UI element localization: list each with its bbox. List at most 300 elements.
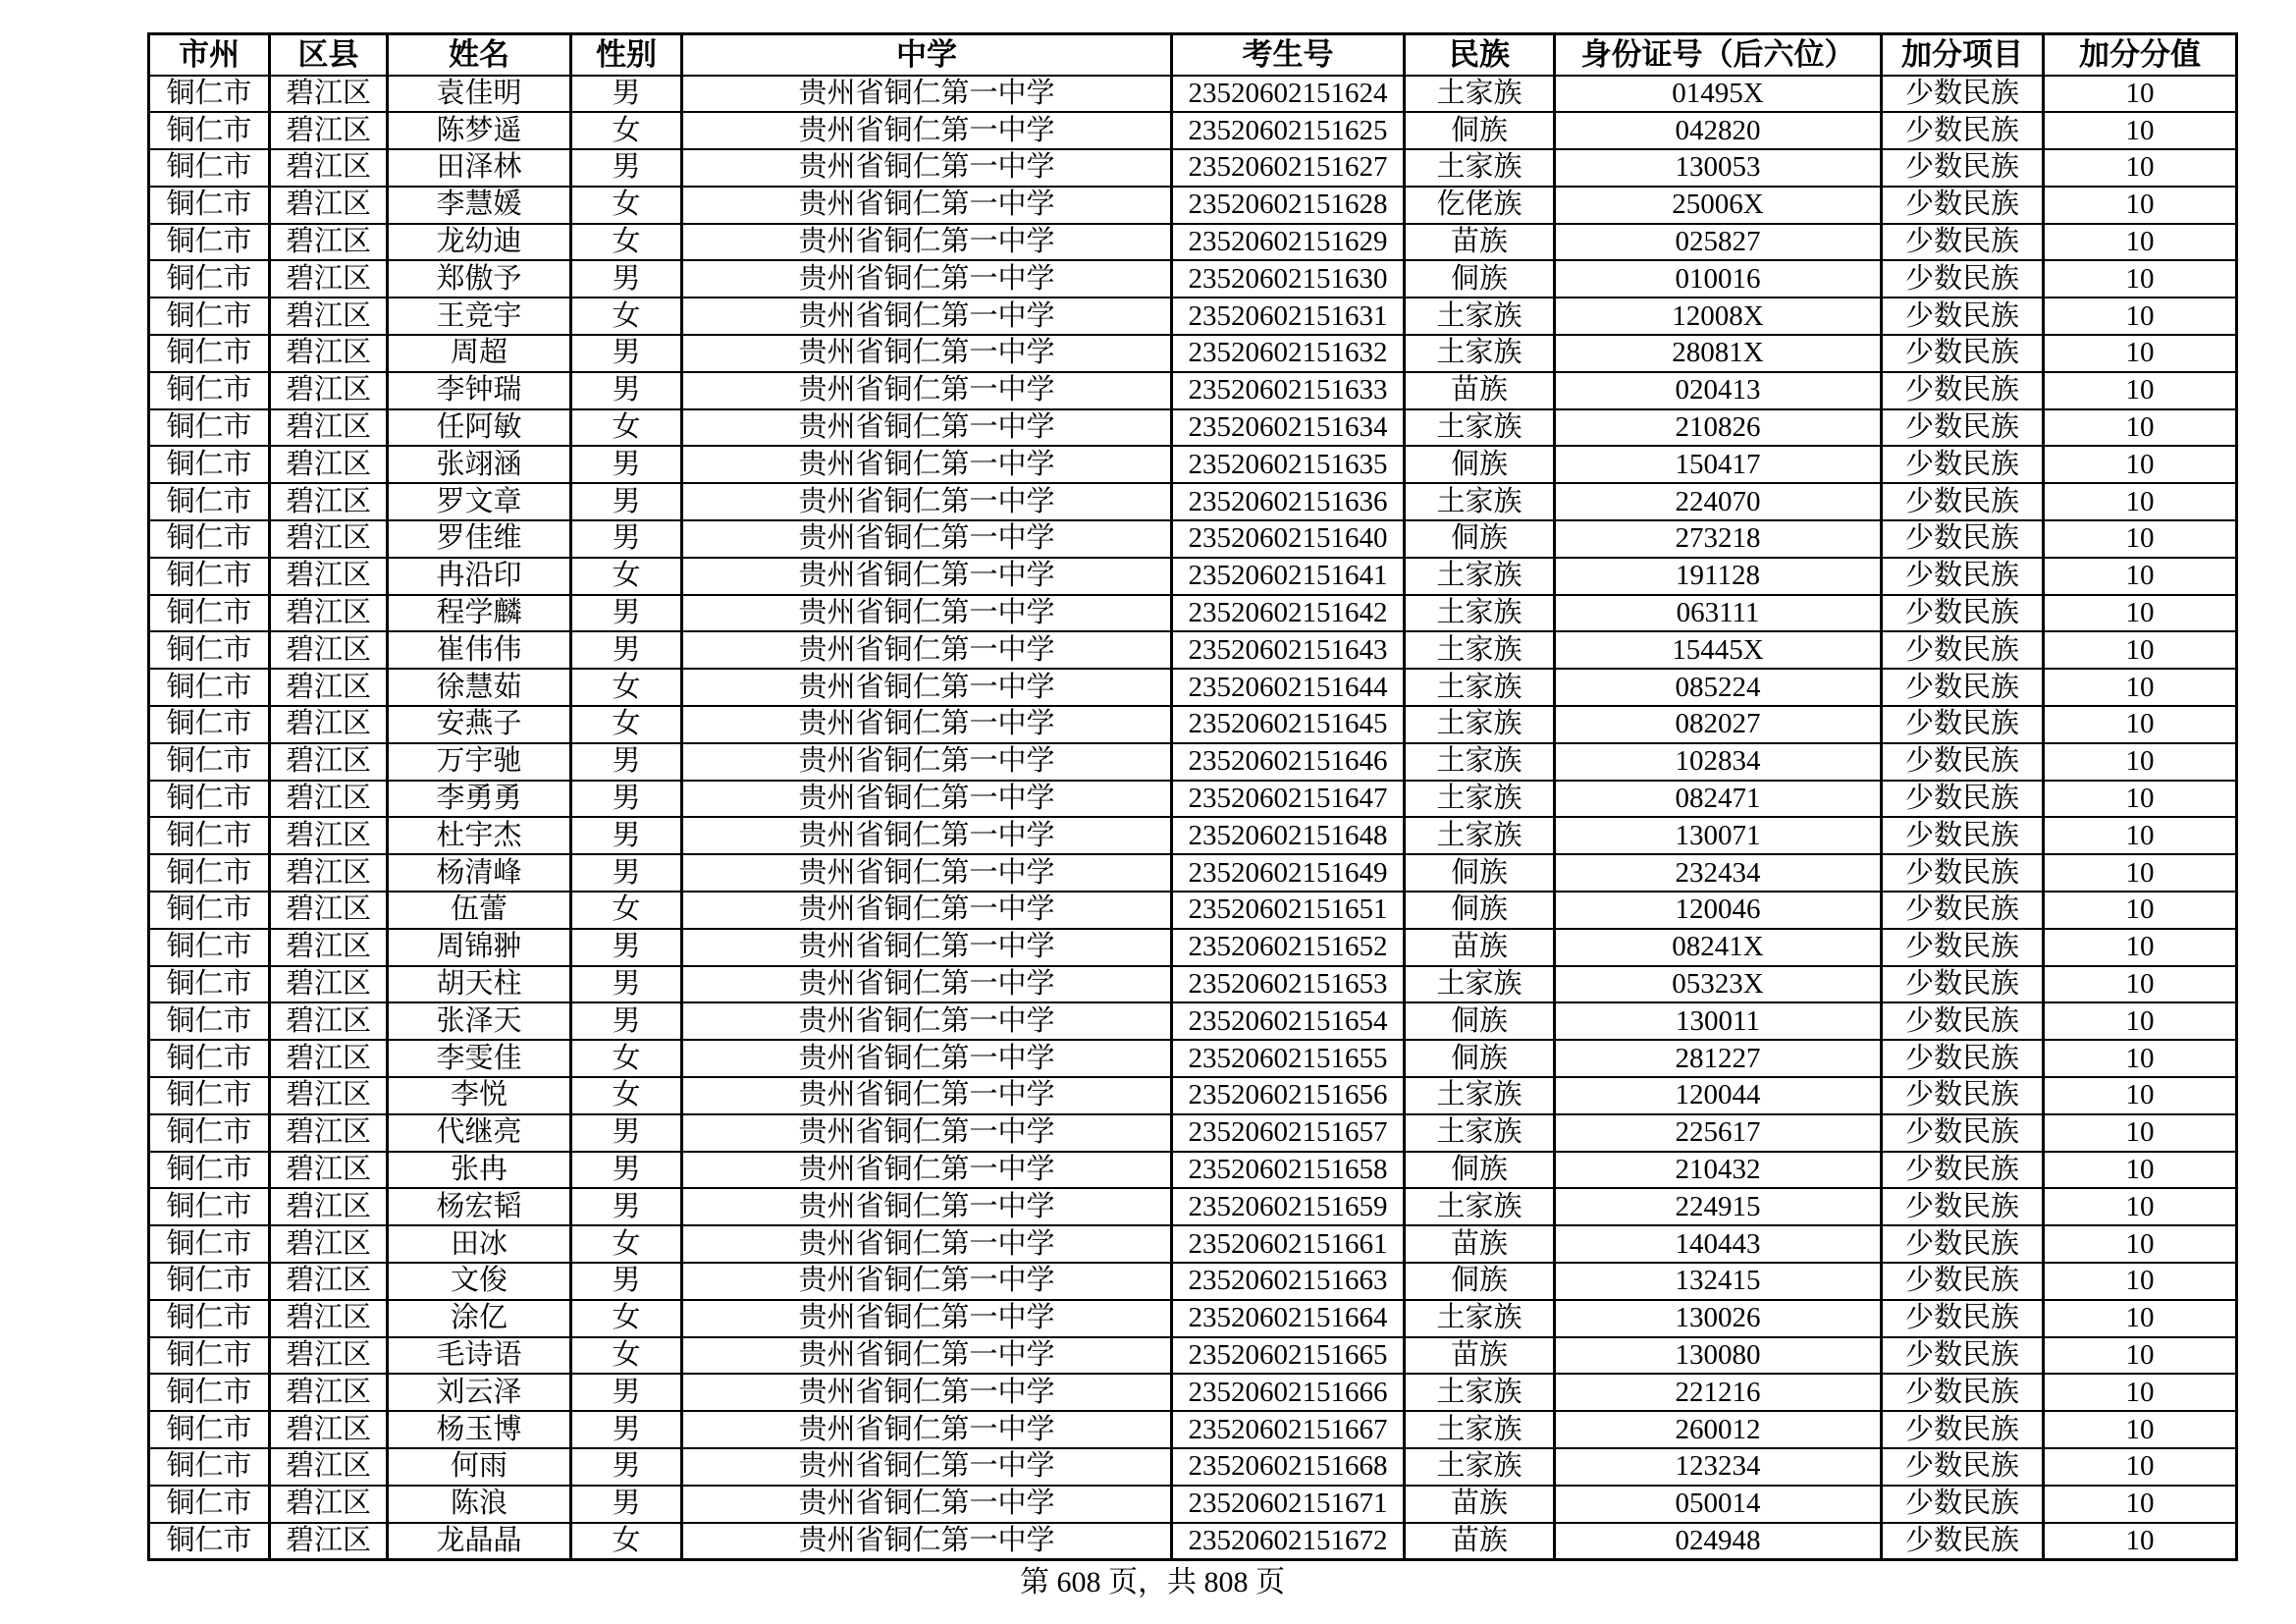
cell-gender: 男 [571, 1188, 682, 1225]
table-row [149, 854, 2237, 892]
cell-name: 文俊 [388, 1263, 571, 1300]
cell-district: 碧江区 [270, 1002, 388, 1040]
cell-ethnicity: 土家族 [1405, 1448, 1555, 1486]
cell-city: 铜仁市 [149, 149, 270, 187]
cell-district: 碧江区 [270, 446, 388, 483]
cell-id-last-six: 130080 [1555, 1337, 1882, 1375]
table-row [149, 1337, 2237, 1375]
cell-bonus-score: 10 [2044, 1337, 2237, 1375]
table-row [149, 558, 2237, 595]
cell-city: 铜仁市 [149, 966, 270, 1003]
cell-id-last-six: 281227 [1555, 1040, 1882, 1077]
cell-exam-number: 23520602151649 [1172, 854, 1405, 892]
cell-city: 铜仁市 [149, 1300, 270, 1337]
table-header [149, 34, 2237, 76]
cell-city: 铜仁市 [149, 187, 270, 224]
cell-district: 碧江区 [270, 224, 388, 261]
cell-name: 周锦翀 [388, 929, 571, 966]
table-row [149, 1114, 2237, 1152]
cell-bonus-score: 10 [2044, 335, 2237, 372]
cell-gender: 男 [571, 1486, 682, 1523]
cell-gender: 女 [571, 706, 682, 743]
cell-city: 铜仁市 [149, 1040, 270, 1077]
cell-ethnicity: 土家族 [1405, 631, 1555, 669]
cell-id-last-six: 102834 [1555, 743, 1882, 781]
table-row [149, 149, 2237, 187]
cell-bonus-score: 10 [2044, 1114, 2237, 1152]
table-row [149, 483, 2237, 520]
table-row [149, 446, 2237, 483]
cell-exam-number: 23520602151655 [1172, 1040, 1405, 1077]
cell-ethnicity: 侗族 [1405, 260, 1555, 298]
cell-school: 贵州省铜仁第一中学 [682, 817, 1172, 854]
cell-bonus-score: 10 [2044, 1448, 2237, 1486]
cell-gender: 男 [571, 372, 682, 409]
cell-bonus-item: 少数民族 [1882, 1114, 2044, 1152]
cell-id-last-six: 210432 [1555, 1152, 1882, 1189]
cell-district: 碧江区 [270, 631, 388, 669]
cell-gender: 女 [571, 1523, 682, 1560]
cell-ethnicity: 侗族 [1405, 1263, 1555, 1300]
cell-ethnicity: 土家族 [1405, 558, 1555, 595]
table-row [149, 298, 2237, 335]
cell-name: 罗文章 [388, 483, 571, 520]
table-row [149, 1411, 2237, 1448]
cell-gender: 女 [571, 112, 682, 149]
cell-school: 贵州省铜仁第一中学 [682, 1337, 1172, 1375]
cell-gender: 女 [571, 224, 682, 261]
cell-city: 铜仁市 [149, 483, 270, 520]
cell-school: 贵州省铜仁第一中学 [682, 1374, 1172, 1411]
cell-school: 贵州省铜仁第一中学 [682, 372, 1172, 409]
cell-id-last-six: 120044 [1555, 1077, 1882, 1114]
cell-gender: 女 [571, 1040, 682, 1077]
cell-bonus-score: 10 [2044, 1152, 2237, 1189]
cell-exam-number: 23520602151630 [1172, 260, 1405, 298]
cell-bonus-score: 10 [2044, 1263, 2237, 1300]
cell-ethnicity: 苗族 [1405, 1486, 1555, 1523]
cell-ethnicity: 土家族 [1405, 706, 1555, 743]
cell-name: 龙晶晶 [388, 1523, 571, 1560]
cell-gender: 男 [571, 260, 682, 298]
table-row [149, 929, 2237, 966]
cell-bonus-item: 少数民族 [1882, 1411, 2044, 1448]
header-bonus-score: 加分分值 [2044, 34, 2237, 76]
header-exam-number: 考生号 [1172, 34, 1405, 76]
cell-school: 贵州省铜仁第一中学 [682, 929, 1172, 966]
cell-gender: 女 [571, 1077, 682, 1114]
table-row [149, 669, 2237, 706]
cell-name: 张泽天 [388, 1002, 571, 1040]
table-row [149, 409, 2237, 447]
cell-id-last-six: 232434 [1555, 854, 1882, 892]
cell-gender: 男 [571, 76, 682, 113]
cell-bonus-score: 10 [2044, 1077, 2237, 1114]
cell-district: 碧江区 [270, 149, 388, 187]
cell-bonus-item: 少数民族 [1882, 409, 2044, 447]
cell-id-last-six: 25006X [1555, 187, 1882, 224]
cell-school: 贵州省铜仁第一中学 [682, 892, 1172, 929]
cell-bonus-item: 少数民族 [1882, 1337, 2044, 1375]
cell-ethnicity: 土家族 [1405, 483, 1555, 520]
cell-exam-number: 23520602151629 [1172, 224, 1405, 261]
cell-exam-number: 23520602151634 [1172, 409, 1405, 447]
table-row [149, 1486, 2237, 1523]
cell-ethnicity: 土家族 [1405, 595, 1555, 632]
cell-gender: 男 [571, 1152, 682, 1189]
table-row [149, 1374, 2237, 1411]
cell-name: 李悦 [388, 1077, 571, 1114]
cell-bonus-item: 少数民族 [1882, 1002, 2044, 1040]
header-school: 中学 [682, 34, 1172, 76]
cell-school: 贵州省铜仁第一中学 [682, 446, 1172, 483]
cell-bonus-score: 10 [2044, 966, 2237, 1003]
cell-bonus-score: 10 [2044, 409, 2237, 447]
cell-city: 铜仁市 [149, 1077, 270, 1114]
cell-bonus-score: 10 [2044, 817, 2237, 854]
cell-ethnicity: 土家族 [1405, 1374, 1555, 1411]
cell-ethnicity: 侗族 [1405, 520, 1555, 558]
table-row [149, 372, 2237, 409]
cell-id-last-six: 140443 [1555, 1225, 1882, 1263]
cell-name: 毛诗语 [388, 1337, 571, 1375]
cell-city: 铜仁市 [149, 1486, 270, 1523]
cell-school: 贵州省铜仁第一中学 [682, 224, 1172, 261]
cell-name: 杨玉博 [388, 1411, 571, 1448]
cell-ethnicity: 仡佬族 [1405, 187, 1555, 224]
cell-city: 铜仁市 [149, 929, 270, 966]
cell-ethnicity: 土家族 [1405, 298, 1555, 335]
cell-ethnicity: 土家族 [1405, 1188, 1555, 1225]
header-id-last-six: 身份证号（后六位） [1555, 34, 1882, 76]
cell-name: 安燕子 [388, 706, 571, 743]
cell-id-last-six: 01495X [1555, 76, 1882, 113]
cell-exam-number: 23520602151632 [1172, 335, 1405, 372]
cell-gender: 男 [571, 1263, 682, 1300]
cell-ethnicity: 侗族 [1405, 1040, 1555, 1077]
cell-city: 铜仁市 [149, 335, 270, 372]
cell-city: 铜仁市 [149, 1152, 270, 1189]
cell-school: 贵州省铜仁第一中学 [682, 149, 1172, 187]
cell-bonus-item: 少数民族 [1882, 1448, 2044, 1486]
cell-name: 袁佳明 [388, 76, 571, 113]
cell-school: 贵州省铜仁第一中学 [682, 1188, 1172, 1225]
cell-gender: 男 [571, 743, 682, 781]
cell-name: 万宇驰 [388, 743, 571, 781]
cell-ethnicity: 土家族 [1405, 1114, 1555, 1152]
cell-district: 碧江区 [270, 1337, 388, 1375]
cell-exam-number: 23520602151635 [1172, 446, 1405, 483]
cell-id-last-six: 130071 [1555, 817, 1882, 854]
cell-bonus-score: 10 [2044, 187, 2237, 224]
cell-name: 冉沿印 [388, 558, 571, 595]
cell-district: 碧江区 [270, 372, 388, 409]
cell-bonus-item: 少数民族 [1882, 743, 2044, 781]
cell-id-last-six: 260012 [1555, 1411, 1882, 1448]
cell-district: 碧江区 [270, 187, 388, 224]
cell-district: 碧江区 [270, 409, 388, 447]
cell-name: 李雯佳 [388, 1040, 571, 1077]
cell-district: 碧江区 [270, 966, 388, 1003]
cell-school: 贵州省铜仁第一中学 [682, 1114, 1172, 1152]
cell-ethnicity: 侗族 [1405, 446, 1555, 483]
cell-bonus-score: 10 [2044, 929, 2237, 966]
cell-school: 贵州省铜仁第一中学 [682, 260, 1172, 298]
cell-city: 铜仁市 [149, 446, 270, 483]
cell-id-last-six: 130026 [1555, 1300, 1882, 1337]
cell-bonus-score: 10 [2044, 112, 2237, 149]
cell-district: 碧江区 [270, 520, 388, 558]
cell-school: 贵州省铜仁第一中学 [682, 1002, 1172, 1040]
cell-city: 铜仁市 [149, 743, 270, 781]
cell-gender: 男 [571, 1411, 682, 1448]
cell-id-last-six: 130053 [1555, 149, 1882, 187]
cell-school: 贵州省铜仁第一中学 [682, 298, 1172, 335]
cell-bonus-score: 10 [2044, 372, 2237, 409]
cell-bonus-item: 少数民族 [1882, 112, 2044, 149]
cell-district: 碧江区 [270, 1263, 388, 1300]
cell-bonus-item: 少数民族 [1882, 929, 2044, 966]
cell-id-last-six: 225617 [1555, 1114, 1882, 1152]
table-row [149, 1523, 2237, 1560]
cell-ethnicity: 侗族 [1405, 1002, 1555, 1040]
cell-bonus-score: 10 [2044, 1188, 2237, 1225]
cell-name: 田泽林 [388, 149, 571, 187]
cell-ethnicity: 土家族 [1405, 149, 1555, 187]
header-row [149, 34, 2237, 76]
cell-ethnicity: 侗族 [1405, 112, 1555, 149]
cell-exam-number: 23520602151665 [1172, 1337, 1405, 1375]
cell-bonus-score: 10 [2044, 446, 2237, 483]
cell-city: 铜仁市 [149, 112, 270, 149]
cell-city: 铜仁市 [149, 372, 270, 409]
cell-district: 碧江区 [270, 1523, 388, 1560]
cell-ethnicity: 土家族 [1405, 1411, 1555, 1448]
cell-district: 碧江区 [270, 781, 388, 818]
cell-bonus-item: 少数民族 [1882, 854, 2044, 892]
table-row [149, 595, 2237, 632]
cell-district: 碧江区 [270, 854, 388, 892]
cell-district: 碧江区 [270, 112, 388, 149]
cell-ethnicity: 苗族 [1405, 372, 1555, 409]
cell-name: 崔伟伟 [388, 631, 571, 669]
cell-district: 碧江区 [270, 260, 388, 298]
cell-school: 贵州省铜仁第一中学 [682, 1152, 1172, 1189]
cell-gender: 男 [571, 781, 682, 818]
cell-ethnicity: 土家族 [1405, 409, 1555, 447]
cell-id-last-six: 224070 [1555, 483, 1882, 520]
cell-gender: 男 [571, 595, 682, 632]
cell-id-last-six: 210826 [1555, 409, 1882, 447]
cell-bonus-item: 少数民族 [1882, 706, 2044, 743]
cell-district: 碧江区 [270, 1077, 388, 1114]
cell-district: 碧江区 [270, 1114, 388, 1152]
cell-id-last-six: 08241X [1555, 929, 1882, 966]
cell-name: 杨宏韬 [388, 1188, 571, 1225]
cell-gender: 男 [571, 631, 682, 669]
cell-exam-number: 23520602151625 [1172, 112, 1405, 149]
cell-gender: 男 [571, 1448, 682, 1486]
cell-bonus-item: 少数民族 [1882, 483, 2044, 520]
cell-exam-number: 23520602151627 [1172, 149, 1405, 187]
cell-school: 贵州省铜仁第一中学 [682, 1448, 1172, 1486]
cell-ethnicity: 土家族 [1405, 1077, 1555, 1114]
cell-exam-number: 23520602151658 [1172, 1152, 1405, 1189]
cell-id-last-six: 082471 [1555, 781, 1882, 818]
cell-bonus-score: 10 [2044, 483, 2237, 520]
table-row [149, 1263, 2237, 1300]
cell-bonus-item: 少数民族 [1882, 224, 2044, 261]
cell-school: 贵州省铜仁第一中学 [682, 966, 1172, 1003]
cell-city: 铜仁市 [149, 631, 270, 669]
table-body [149, 76, 2237, 1560]
cell-bonus-item: 少数民族 [1882, 76, 2044, 113]
cell-bonus-score: 10 [2044, 1523, 2237, 1560]
cell-gender: 男 [571, 1374, 682, 1411]
table-row [149, 817, 2237, 854]
cell-bonus-item: 少数民族 [1882, 817, 2044, 854]
cell-school: 贵州省铜仁第一中学 [682, 1523, 1172, 1560]
cell-bonus-item: 少数民族 [1882, 446, 2044, 483]
cell-school: 贵州省铜仁第一中学 [682, 1077, 1172, 1114]
cell-gender: 男 [571, 854, 682, 892]
cell-name: 程学麟 [388, 595, 571, 632]
cell-gender: 男 [571, 929, 682, 966]
cell-id-last-six: 120046 [1555, 892, 1882, 929]
cell-district: 碧江区 [270, 892, 388, 929]
cell-id-last-six: 221216 [1555, 1374, 1882, 1411]
table-row [149, 1448, 2237, 1486]
cell-city: 铜仁市 [149, 1523, 270, 1560]
cell-id-last-six: 025827 [1555, 224, 1882, 261]
cell-bonus-score: 10 [2044, 669, 2237, 706]
table-row [149, 1188, 2237, 1225]
cell-ethnicity: 土家族 [1405, 817, 1555, 854]
cell-district: 碧江区 [270, 743, 388, 781]
header-district: 区县 [270, 34, 388, 76]
cell-id-last-six: 042820 [1555, 112, 1882, 149]
cell-school: 贵州省铜仁第一中学 [682, 854, 1172, 892]
cell-gender: 男 [571, 520, 682, 558]
cell-name: 杜宇杰 [388, 817, 571, 854]
cell-gender: 男 [571, 1114, 682, 1152]
cell-exam-number: 23520602151657 [1172, 1114, 1405, 1152]
cell-id-last-six: 020413 [1555, 372, 1882, 409]
header-name: 姓名 [388, 34, 571, 76]
cell-name: 李慧媛 [388, 187, 571, 224]
cell-gender: 女 [571, 298, 682, 335]
cell-name: 徐慧茹 [388, 669, 571, 706]
cell-school: 贵州省铜仁第一中学 [682, 1225, 1172, 1263]
cell-gender: 男 [571, 817, 682, 854]
cell-bonus-item: 少数民族 [1882, 631, 2044, 669]
cell-ethnicity: 土家族 [1405, 781, 1555, 818]
cell-name: 李勇勇 [388, 781, 571, 818]
cell-name: 陈梦遥 [388, 112, 571, 149]
cell-district: 碧江区 [270, 76, 388, 113]
cell-bonus-score: 10 [2044, 1374, 2237, 1411]
cell-name: 刘云泽 [388, 1374, 571, 1411]
cell-district: 碧江区 [270, 335, 388, 372]
cell-bonus-score: 10 [2044, 1040, 2237, 1077]
cell-bonus-item: 少数民族 [1882, 1374, 2044, 1411]
cell-bonus-item: 少数民族 [1882, 1300, 2044, 1337]
cell-district: 碧江区 [270, 483, 388, 520]
cell-bonus-item: 少数民族 [1882, 1152, 2044, 1189]
table-row [149, 224, 2237, 261]
cell-exam-number: 23520602151645 [1172, 706, 1405, 743]
table-row [149, 1077, 2237, 1114]
cell-name: 张冉 [388, 1152, 571, 1189]
cell-bonus-item: 少数民族 [1882, 1523, 2044, 1560]
cell-name: 陈浪 [388, 1486, 571, 1523]
table-row [149, 1002, 2237, 1040]
cell-district: 碧江区 [270, 1225, 388, 1263]
cell-bonus-item: 少数民族 [1882, 966, 2044, 1003]
cell-name: 代继亮 [388, 1114, 571, 1152]
cell-bonus-score: 10 [2044, 854, 2237, 892]
cell-id-last-six: 15445X [1555, 631, 1882, 669]
cell-bonus-item: 少数民族 [1882, 892, 2044, 929]
cell-gender: 女 [571, 892, 682, 929]
cell-bonus-score: 10 [2044, 76, 2237, 113]
cell-city: 铜仁市 [149, 1263, 270, 1300]
cell-exam-number: 23520602151631 [1172, 298, 1405, 335]
cell-exam-number: 23520602151672 [1172, 1523, 1405, 1560]
cell-bonus-score: 10 [2044, 892, 2237, 929]
cell-gender: 女 [571, 1300, 682, 1337]
cell-bonus-item: 少数民族 [1882, 1040, 2044, 1077]
cell-name: 伍蕾 [388, 892, 571, 929]
cell-exam-number: 23520602151636 [1172, 483, 1405, 520]
cell-bonus-score: 10 [2044, 224, 2237, 261]
cell-city: 铜仁市 [149, 669, 270, 706]
cell-bonus-score: 10 [2044, 781, 2237, 818]
cell-bonus-item: 少数民族 [1882, 520, 2044, 558]
cell-name: 任阿敏 [388, 409, 571, 447]
cell-id-last-six: 024948 [1555, 1523, 1882, 1560]
cell-gender: 女 [571, 1337, 682, 1375]
cell-bonus-item: 少数民族 [1882, 260, 2044, 298]
cell-exam-number: 23520602151640 [1172, 520, 1405, 558]
cell-bonus-item: 少数民族 [1882, 781, 2044, 818]
cell-bonus-item: 少数民族 [1882, 1225, 2044, 1263]
cell-bonus-item: 少数民族 [1882, 1263, 2044, 1300]
cell-district: 碧江区 [270, 1411, 388, 1448]
cell-school: 贵州省铜仁第一中学 [682, 558, 1172, 595]
cell-ethnicity: 土家族 [1405, 1300, 1555, 1337]
cell-exam-number: 23520602151663 [1172, 1263, 1405, 1300]
cell-school: 贵州省铜仁第一中学 [682, 187, 1172, 224]
cell-gender: 女 [571, 187, 682, 224]
cell-school: 贵州省铜仁第一中学 [682, 335, 1172, 372]
header-bonus-item: 加分项目 [1882, 34, 2044, 76]
cell-bonus-score: 10 [2044, 595, 2237, 632]
cell-school: 贵州省铜仁第一中学 [682, 76, 1172, 113]
cell-id-last-six: 12008X [1555, 298, 1882, 335]
cell-bonus-score: 10 [2044, 298, 2237, 335]
table-row [149, 260, 2237, 298]
cell-ethnicity: 苗族 [1405, 1225, 1555, 1263]
cell-city: 铜仁市 [149, 854, 270, 892]
table-row [149, 1300, 2237, 1337]
cell-id-last-six: 273218 [1555, 520, 1882, 558]
table-row [149, 112, 2237, 149]
table-row [149, 743, 2237, 781]
cell-exam-number: 23520602151628 [1172, 187, 1405, 224]
cell-name: 杨清峰 [388, 854, 571, 892]
cell-id-last-six: 224915 [1555, 1188, 1882, 1225]
